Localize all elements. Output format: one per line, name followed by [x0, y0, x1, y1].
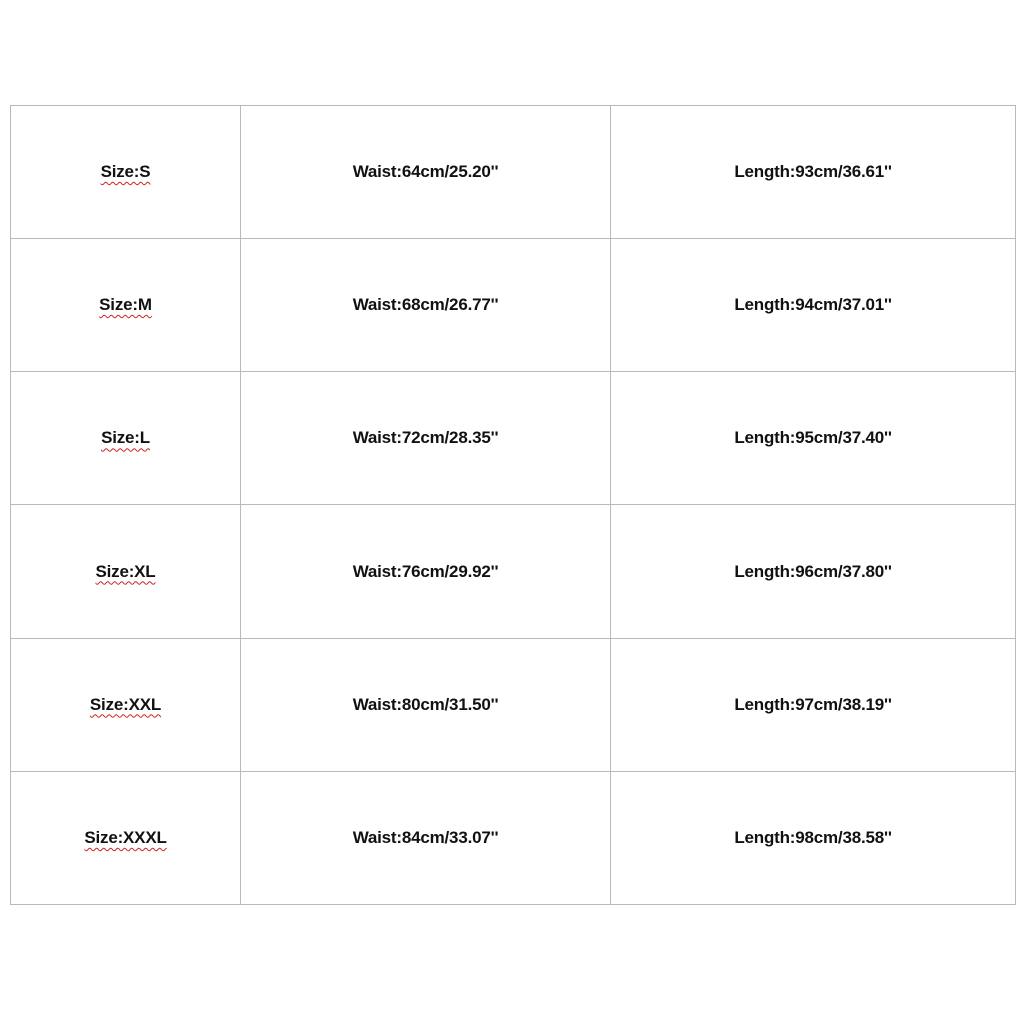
size-chart-table — [10, 105, 1016, 905]
waist-cell: Waist:80cm/31.50'' — [241, 638, 611, 771]
length-cell: Length:98cm/38.58'' — [611, 771, 1016, 904]
size-cell — [11, 771, 241, 904]
table-row — [11, 505, 1016, 638]
length-cell: Length:93cm/36.61'' — [611, 106, 1016, 239]
size-cell — [11, 106, 241, 239]
table-row — [11, 106, 1016, 239]
waist-cell: Waist:68cm/26.77'' — [241, 239, 611, 372]
size-cell — [11, 239, 241, 372]
waist-cell: Waist:72cm/28.35'' — [241, 372, 611, 505]
size-label: Size:XXL — [89, 694, 162, 714]
table-row — [11, 638, 1016, 771]
length-cell: Length:94cm/37.01'' — [611, 239, 1016, 372]
table-row — [11, 239, 1016, 372]
length-cell: Length:96cm/37.80'' — [611, 505, 1016, 638]
waist-cell: Waist:64cm/25.20'' — [241, 106, 611, 239]
size-label: Size:S — [100, 162, 151, 182]
length-cell: Length:97cm/38.19'' — [611, 638, 1016, 771]
waist-cell: Waist:76cm/29.92'' — [241, 505, 611, 638]
table-row — [11, 771, 1016, 904]
size-label: Size:L — [101, 428, 150, 448]
waist-cell: Waist:84cm/33.07'' — [241, 771, 611, 904]
size-label: Size:XXXL — [84, 827, 167, 847]
size-cell — [11, 372, 241, 505]
table-row — [11, 372, 1016, 505]
size-cell — [11, 638, 241, 771]
size-label: Size:XL — [95, 561, 156, 581]
size-label: Size:M — [99, 295, 152, 315]
length-cell: Length:95cm/37.40'' — [611, 372, 1016, 505]
size-cell — [11, 505, 241, 638]
